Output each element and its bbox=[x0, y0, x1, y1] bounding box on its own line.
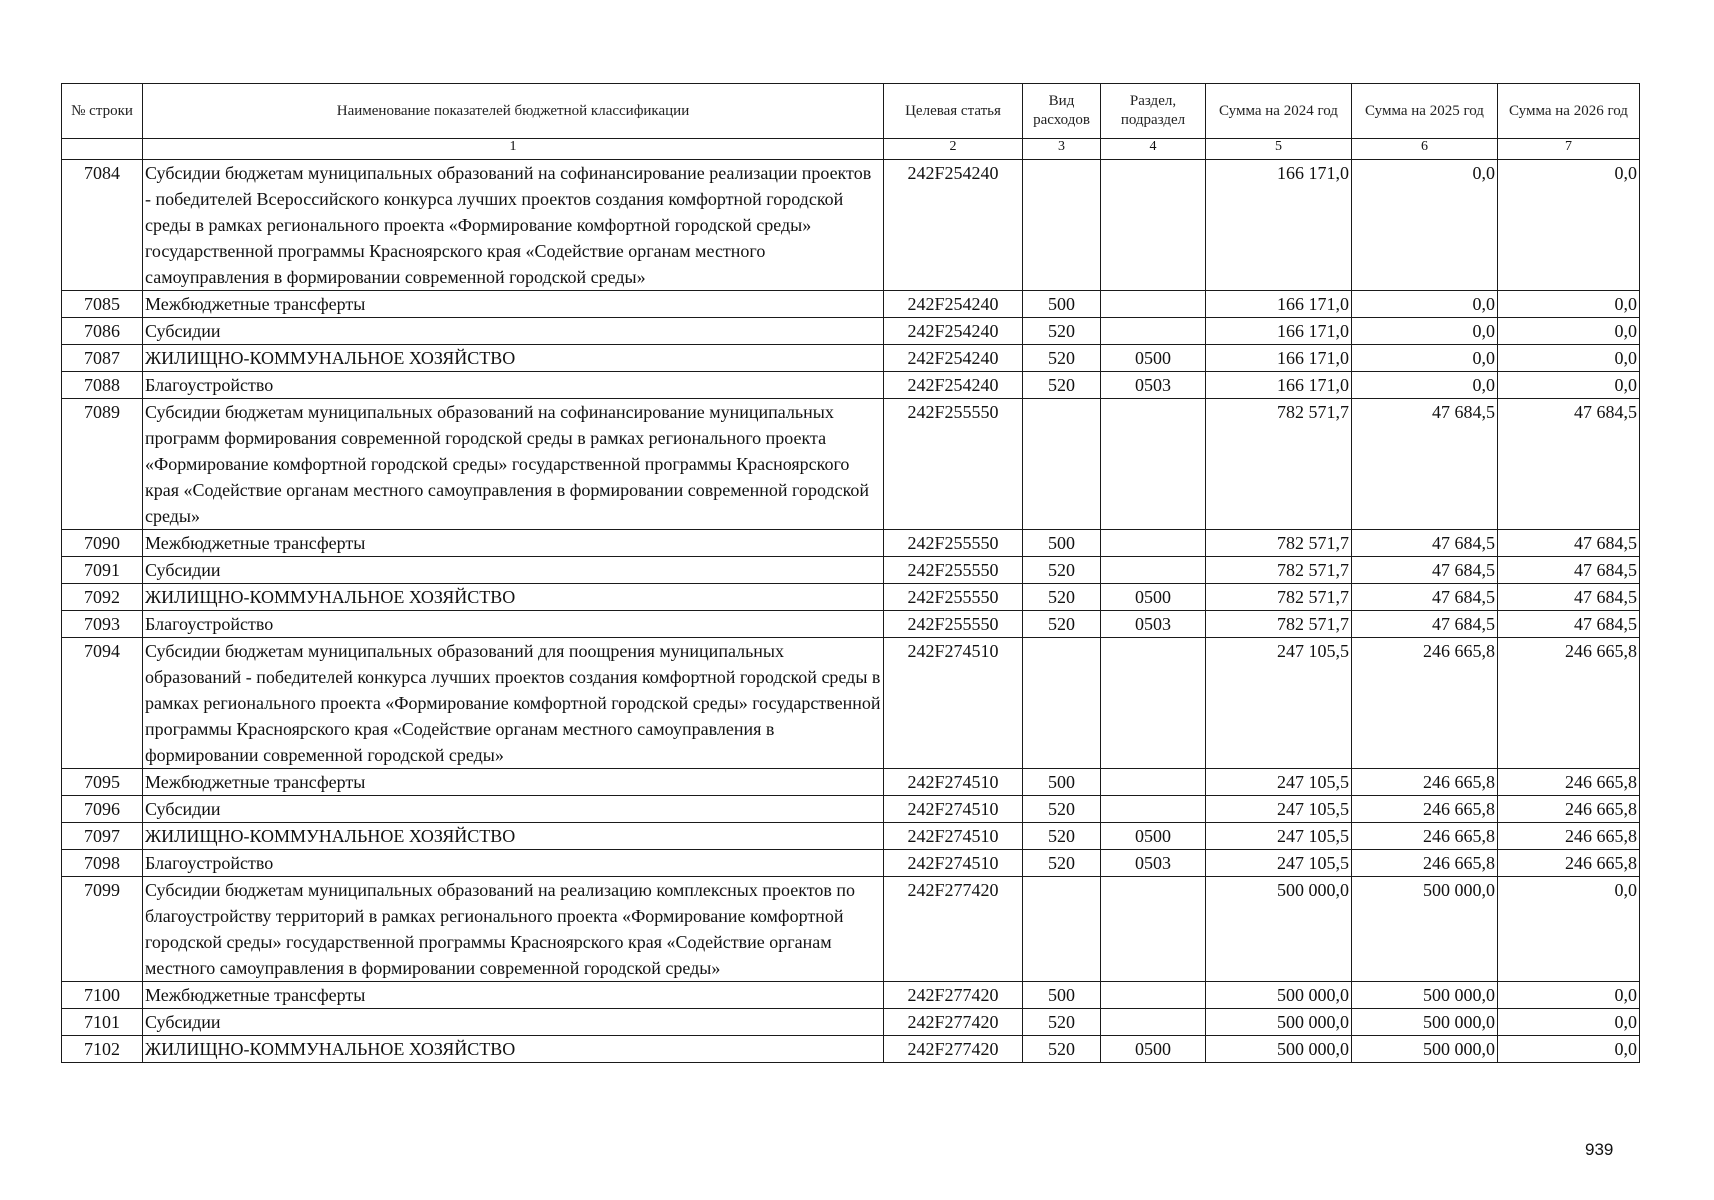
sum-2024-cell: 500 000,0 bbox=[1206, 1036, 1352, 1063]
expense-kind-cell: 520 bbox=[1023, 557, 1101, 584]
sum-2025-cell: 246 665,8 bbox=[1352, 638, 1498, 769]
target-article-cell: 242F277420 bbox=[884, 982, 1023, 1009]
expense-kind-cell: 500 bbox=[1023, 291, 1101, 318]
column-number: 5 bbox=[1206, 139, 1352, 160]
expense-kind-cell bbox=[1023, 877, 1101, 982]
column-number: 7 bbox=[1498, 139, 1640, 160]
sum-2024-cell: 247 105,5 bbox=[1206, 769, 1352, 796]
row-number-cell: 7085 bbox=[62, 291, 143, 318]
target-article-cell: 242F255550 bbox=[884, 611, 1023, 638]
table-row bbox=[62, 823, 1640, 850]
sum-2024-cell: 247 105,5 bbox=[1206, 638, 1352, 769]
sum-2025-cell: 0,0 bbox=[1352, 372, 1498, 399]
sum-2024-cell: 782 571,7 bbox=[1206, 557, 1352, 584]
indicator-name-cell: Субсидии bbox=[143, 318, 884, 345]
sum-2026-cell: 246 665,8 bbox=[1498, 823, 1640, 850]
expense-kind-cell bbox=[1023, 638, 1101, 769]
sum-2026-cell: 0,0 bbox=[1498, 160, 1640, 291]
sum-2025-cell: 47 684,5 bbox=[1352, 399, 1498, 530]
indicator-name-cell: Субсидии бюджетам муниципальных образований на софинансирование муниципальных программ формирования современной городской среды в рамках регионального проекта «Формирование комфортной городской среды» государственной программы Красноярского края «Содействие органам местного самоуправления в формировании современной городской среды» bbox=[143, 399, 884, 530]
sum-2025-cell: 500 000,0 bbox=[1352, 877, 1498, 982]
expense-kind-cell: 520 bbox=[1023, 372, 1101, 399]
column-number-row bbox=[62, 139, 1640, 160]
expense-kind-cell: 520 bbox=[1023, 584, 1101, 611]
section-cell bbox=[1101, 638, 1206, 769]
sum-2026-cell: 0,0 bbox=[1498, 1036, 1640, 1063]
column-number: 1 bbox=[143, 139, 884, 160]
target-article-cell: 242F255550 bbox=[884, 399, 1023, 530]
sum-2025-cell: 47 684,5 bbox=[1352, 557, 1498, 584]
table-row bbox=[62, 982, 1640, 1009]
column-number bbox=[62, 139, 143, 160]
indicator-name-cell: Субсидии бюджетам муниципальных образований на реализацию комплексных проектов по благоустройству территорий в рамках регионального проекта «Формирование комфортной городской среды» государственной программы Красноярского края «Содействие органам местного самоуправления в формировании современной городской среды» bbox=[143, 877, 884, 982]
column-number: 6 bbox=[1352, 139, 1498, 160]
section-cell bbox=[1101, 982, 1206, 1009]
header-section: Раздел, подраздел bbox=[1101, 84, 1206, 139]
sum-2026-cell: 47 684,5 bbox=[1498, 530, 1640, 557]
expense-kind-cell: 520 bbox=[1023, 850, 1101, 877]
expense-kind-cell: 520 bbox=[1023, 611, 1101, 638]
section-cell bbox=[1101, 796, 1206, 823]
section-cell bbox=[1101, 877, 1206, 982]
sum-2024-cell: 782 571,7 bbox=[1206, 530, 1352, 557]
section-cell bbox=[1101, 160, 1206, 291]
row-number-cell: 7086 bbox=[62, 318, 143, 345]
indicator-name-cell: ЖИЛИЩНО-КОММУНАЛЬНОЕ ХОЗЯЙСТВО bbox=[143, 345, 884, 372]
table-row bbox=[62, 850, 1640, 877]
row-number-cell: 7098 bbox=[62, 850, 143, 877]
sum-2025-cell: 47 684,5 bbox=[1352, 611, 1498, 638]
sum-2024-cell: 247 105,5 bbox=[1206, 850, 1352, 877]
indicator-name-cell: Благоустройство bbox=[143, 372, 884, 399]
row-number-cell: 7093 bbox=[62, 611, 143, 638]
target-article-cell: 242F255550 bbox=[884, 530, 1023, 557]
indicator-name-cell: Субсидии bbox=[143, 557, 884, 584]
target-article-cell: 242F254240 bbox=[884, 345, 1023, 372]
table-row bbox=[62, 611, 1640, 638]
row-number-cell: 7087 bbox=[62, 345, 143, 372]
indicator-name-cell: Субсидии бюджетам муниципальных образований для поощрения муниципальных образований - победителей конкурса лучших проектов создания комфортной городской среды в рамках регионального проекта «Формирование комфортной городской среды» государственной программы Красноярского края «Содействие органам местного самоуправления в формировании современной городской среды» bbox=[143, 638, 884, 769]
target-article-cell: 242F274510 bbox=[884, 823, 1023, 850]
sum-2026-cell: 246 665,8 bbox=[1498, 769, 1640, 796]
expense-kind-cell: 500 bbox=[1023, 769, 1101, 796]
sum-2024-cell: 166 171,0 bbox=[1206, 318, 1352, 345]
table-row bbox=[62, 399, 1640, 530]
sum-2024-cell: 247 105,5 bbox=[1206, 823, 1352, 850]
target-article-cell: 242F254240 bbox=[884, 160, 1023, 291]
expense-kind-cell: 520 bbox=[1023, 345, 1101, 372]
table-row bbox=[62, 769, 1640, 796]
table-row bbox=[62, 877, 1640, 982]
section-cell: 0500 bbox=[1101, 584, 1206, 611]
sum-2026-cell: 0,0 bbox=[1498, 877, 1640, 982]
target-article-cell: 242F277420 bbox=[884, 877, 1023, 982]
indicator-name-cell: Субсидии бюджетам муниципальных образований на софинансирование реализации проектов - победителей Всероссийского конкурса лучших проектов создания комфортной городской среды в рамках регионального проекта «Формирование комфортной городской среды» государственной программы Красноярского края «Содействие органам местного самоуправления в формировании современной городской среды» bbox=[143, 160, 884, 291]
target-article-cell: 242F274510 bbox=[884, 850, 1023, 877]
target-article-cell: 242F277420 bbox=[884, 1009, 1023, 1036]
section-cell bbox=[1101, 557, 1206, 584]
indicator-name-cell: Межбюджетные трансферты bbox=[143, 530, 884, 557]
section-cell bbox=[1101, 291, 1206, 318]
table-body bbox=[62, 160, 1640, 1063]
row-number-cell: 7096 bbox=[62, 796, 143, 823]
row-number-cell: 7084 bbox=[62, 160, 143, 291]
sum-2024-cell: 500 000,0 bbox=[1206, 877, 1352, 982]
table-row bbox=[62, 1009, 1640, 1036]
table-row bbox=[62, 345, 1640, 372]
sum-2026-cell: 0,0 bbox=[1498, 318, 1640, 345]
section-cell: 0503 bbox=[1101, 611, 1206, 638]
sum-2025-cell: 0,0 bbox=[1352, 318, 1498, 345]
indicator-name-cell: ЖИЛИЩНО-КОММУНАЛЬНОЕ ХОЗЯЙСТВО bbox=[143, 584, 884, 611]
indicator-name-cell: Благоустройство bbox=[143, 850, 884, 877]
row-number-cell: 7102 bbox=[62, 1036, 143, 1063]
target-article-cell: 242F274510 bbox=[884, 769, 1023, 796]
target-article-cell: 242F277420 bbox=[884, 1036, 1023, 1063]
expense-kind-cell: 500 bbox=[1023, 982, 1101, 1009]
budget-classification-table bbox=[61, 83, 1640, 1063]
row-number-cell: 7088 bbox=[62, 372, 143, 399]
sum-2025-cell: 47 684,5 bbox=[1352, 530, 1498, 557]
header-target-article: Целевая статья bbox=[884, 84, 1023, 139]
header-sum-2025: Сумма на 2025 год bbox=[1352, 84, 1498, 139]
sum-2024-cell: 782 571,7 bbox=[1206, 611, 1352, 638]
expense-kind-cell bbox=[1023, 399, 1101, 530]
expense-kind-cell: 520 bbox=[1023, 796, 1101, 823]
expense-kind-cell bbox=[1023, 160, 1101, 291]
target-article-cell: 242F255550 bbox=[884, 584, 1023, 611]
table-row bbox=[62, 584, 1640, 611]
header-expense-kind: Вид расходов bbox=[1023, 84, 1101, 139]
sum-2025-cell: 500 000,0 bbox=[1352, 1009, 1498, 1036]
sum-2024-cell: 500 000,0 bbox=[1206, 1009, 1352, 1036]
row-number-cell: 7094 bbox=[62, 638, 143, 769]
section-cell: 0500 bbox=[1101, 823, 1206, 850]
row-number-cell: 7099 bbox=[62, 877, 143, 982]
expense-kind-cell: 520 bbox=[1023, 318, 1101, 345]
sum-2026-cell: 0,0 bbox=[1498, 1009, 1640, 1036]
sum-2024-cell: 500 000,0 bbox=[1206, 982, 1352, 1009]
sum-2026-cell: 0,0 bbox=[1498, 982, 1640, 1009]
target-article-cell: 242F255550 bbox=[884, 557, 1023, 584]
sum-2026-cell: 47 684,5 bbox=[1498, 399, 1640, 530]
sum-2026-cell: 246 665,8 bbox=[1498, 638, 1640, 769]
sum-2026-cell: 0,0 bbox=[1498, 372, 1640, 399]
row-number-cell: 7097 bbox=[62, 823, 143, 850]
sum-2025-cell: 246 665,8 bbox=[1352, 769, 1498, 796]
sum-2025-cell: 0,0 bbox=[1352, 345, 1498, 372]
header-row-number: № строки bbox=[62, 84, 143, 139]
section-cell bbox=[1101, 530, 1206, 557]
table-row bbox=[62, 557, 1640, 584]
page-number: 939 bbox=[1585, 1140, 1614, 1159]
row-number-cell: 7090 bbox=[62, 530, 143, 557]
budget-table-sheet bbox=[61, 83, 1639, 1063]
table-row bbox=[62, 160, 1640, 291]
table-row bbox=[62, 638, 1640, 769]
section-cell: 0503 bbox=[1101, 850, 1206, 877]
row-number-cell: 7089 bbox=[62, 399, 143, 530]
sum-2026-cell: 246 665,8 bbox=[1498, 796, 1640, 823]
sum-2026-cell: 0,0 bbox=[1498, 345, 1640, 372]
sum-2026-cell: 47 684,5 bbox=[1498, 557, 1640, 584]
target-article-cell: 242F254240 bbox=[884, 291, 1023, 318]
row-number-cell: 7095 bbox=[62, 769, 143, 796]
target-article-cell: 242F274510 bbox=[884, 796, 1023, 823]
sum-2026-cell: 47 684,5 bbox=[1498, 584, 1640, 611]
table-header-row bbox=[62, 84, 1640, 139]
target-article-cell: 242F254240 bbox=[884, 372, 1023, 399]
section-cell: 0500 bbox=[1101, 345, 1206, 372]
header-name: Наименование показателей бюджетной классификации bbox=[143, 84, 884, 139]
expense-kind-cell: 520 bbox=[1023, 1036, 1101, 1063]
expense-kind-cell: 520 bbox=[1023, 823, 1101, 850]
section-cell bbox=[1101, 769, 1206, 796]
sum-2025-cell: 246 665,8 bbox=[1352, 823, 1498, 850]
sum-2026-cell: 246 665,8 bbox=[1498, 850, 1640, 877]
indicator-name-cell: Субсидии bbox=[143, 796, 884, 823]
row-number-cell: 7101 bbox=[62, 1009, 143, 1036]
table-row bbox=[62, 372, 1640, 399]
sum-2024-cell: 166 171,0 bbox=[1206, 345, 1352, 372]
section-cell bbox=[1101, 318, 1206, 345]
expense-kind-cell: 520 bbox=[1023, 1009, 1101, 1036]
sum-2025-cell: 47 684,5 bbox=[1352, 584, 1498, 611]
target-article-cell: 242F254240 bbox=[884, 318, 1023, 345]
table-row bbox=[62, 291, 1640, 318]
column-number: 2 bbox=[884, 139, 1023, 160]
table-row bbox=[62, 796, 1640, 823]
sum-2025-cell: 246 665,8 bbox=[1352, 850, 1498, 877]
row-number-cell: 7100 bbox=[62, 982, 143, 1009]
sum-2024-cell: 247 105,5 bbox=[1206, 796, 1352, 823]
sum-2024-cell: 166 171,0 bbox=[1206, 160, 1352, 291]
section-cell: 0503 bbox=[1101, 372, 1206, 399]
sum-2025-cell: 500 000,0 bbox=[1352, 1036, 1498, 1063]
indicator-name-cell: Межбюджетные трансферты bbox=[143, 982, 884, 1009]
indicator-name-cell: Межбюджетные трансферты bbox=[143, 291, 884, 318]
sum-2025-cell: 246 665,8 bbox=[1352, 796, 1498, 823]
header-sum-2026: Сумма на 2026 год bbox=[1498, 84, 1640, 139]
sum-2025-cell: 0,0 bbox=[1352, 160, 1498, 291]
table-row bbox=[62, 530, 1640, 557]
sum-2024-cell: 166 171,0 bbox=[1206, 372, 1352, 399]
section-cell: 0500 bbox=[1101, 1036, 1206, 1063]
sum-2026-cell: 47 684,5 bbox=[1498, 611, 1640, 638]
row-number-cell: 7092 bbox=[62, 584, 143, 611]
indicator-name-cell: ЖИЛИЩНО-КОММУНАЛЬНОЕ ХОЗЯЙСТВО bbox=[143, 823, 884, 850]
indicator-name-cell: Субсидии bbox=[143, 1009, 884, 1036]
column-number: 4 bbox=[1101, 139, 1206, 160]
sum-2024-cell: 782 571,7 bbox=[1206, 399, 1352, 530]
sum-2025-cell: 0,0 bbox=[1352, 291, 1498, 318]
target-article-cell: 242F274510 bbox=[884, 638, 1023, 769]
sum-2025-cell: 500 000,0 bbox=[1352, 982, 1498, 1009]
sum-2024-cell: 782 571,7 bbox=[1206, 584, 1352, 611]
sum-2026-cell: 0,0 bbox=[1498, 291, 1640, 318]
header-sum-2024: Сумма на 2024 год bbox=[1206, 84, 1352, 139]
expense-kind-cell: 500 bbox=[1023, 530, 1101, 557]
indicator-name-cell: Межбюджетные трансферты bbox=[143, 769, 884, 796]
indicator-name-cell: Благоустройство bbox=[143, 611, 884, 638]
indicator-name-cell: ЖИЛИЩНО-КОММУНАЛЬНОЕ ХОЗЯЙСТВО bbox=[143, 1036, 884, 1063]
row-number-cell: 7091 bbox=[62, 557, 143, 584]
table-row bbox=[62, 1036, 1640, 1063]
section-cell bbox=[1101, 399, 1206, 530]
sum-2024-cell: 166 171,0 bbox=[1206, 291, 1352, 318]
column-number: 3 bbox=[1023, 139, 1101, 160]
table-row bbox=[62, 318, 1640, 345]
section-cell bbox=[1101, 1009, 1206, 1036]
